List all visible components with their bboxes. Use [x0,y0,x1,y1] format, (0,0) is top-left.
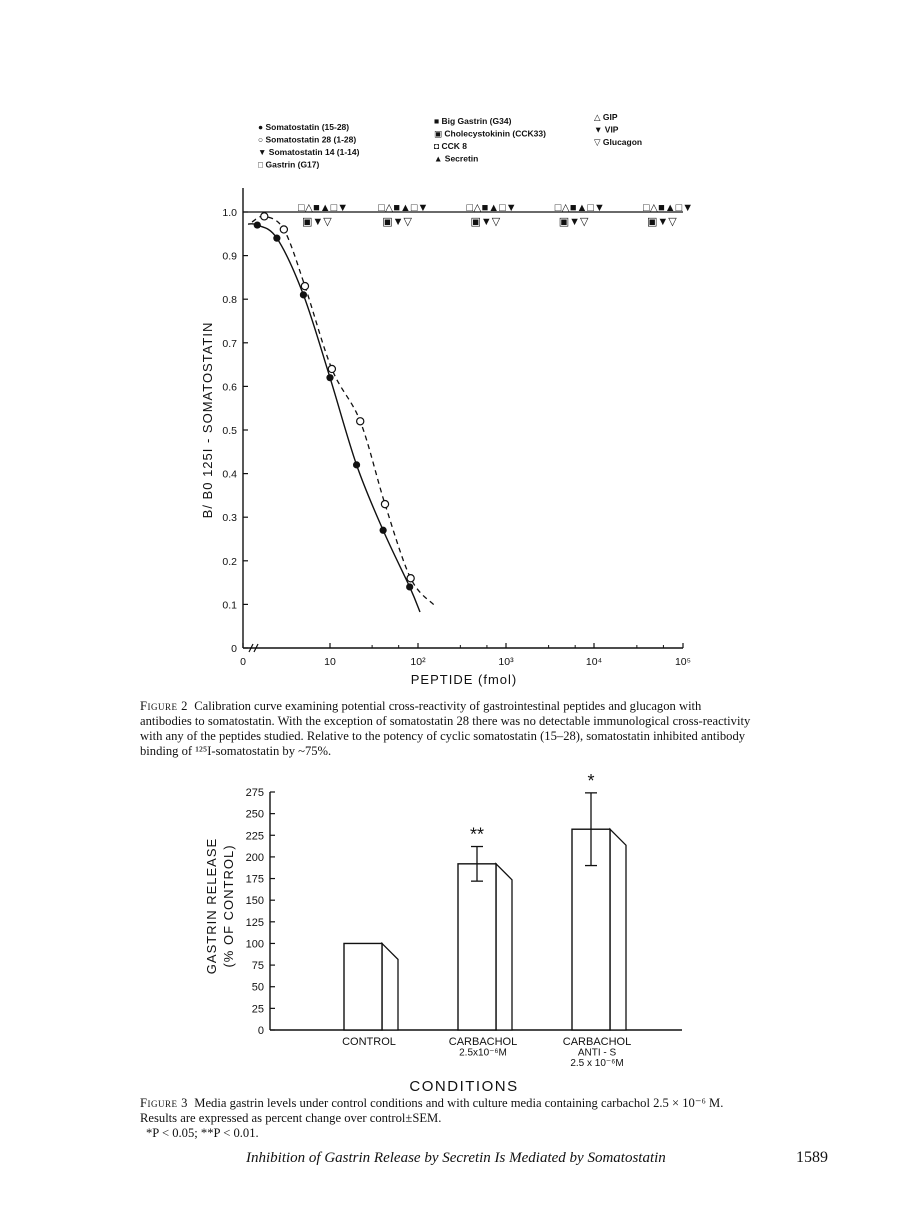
x-tick-label: 10 [324,656,336,668]
figure3-y-tick-label: 225 [245,830,264,843]
data-point-somatostatin-15-28 [406,583,413,590]
significance-marker: ** [469,824,485,845]
category-label: CARBACHOL [448,1036,518,1048]
data-point-somatostatin-28 [301,283,308,290]
legend-symbol: ■ [434,116,442,126]
legend-symbol: □ [258,159,266,170]
y-tick-label: 0.8 [222,294,237,307]
category-label: 2.5x10⁻⁶M [459,1047,507,1059]
figure3-ylabel-line2: (% OF CONTROL) [221,844,236,968]
legend-label: Gastrin (G17) [265,159,320,170]
legend-symbol: ◘ [434,141,442,151]
data-point-somatostatin-15-28 [254,221,261,228]
data-point-somatostatin-15-28 [326,374,333,381]
legend-entry [258,147,360,157]
figure3-caption [140,1096,752,1141]
legend-symbol: ▼ [594,124,605,135]
bar [344,943,382,1030]
peptide-cluster-bottom: ▣▼▽ [470,216,501,228]
legend-label: Somatostatin 28 (1-28) [265,134,357,145]
legend-label: Glucagon [602,137,643,147]
bar-side [610,829,626,1030]
legend-entry [434,116,512,126]
y-tick-label: 0.4 [222,468,237,481]
legend-entry [258,160,320,170]
legend-entry [258,135,356,145]
data-point-somatostatin-15-28 [380,527,387,534]
category-label: 2.5 x 10⁻⁶M [570,1058,624,1069]
figure3-ylabel-line1: GASTRIN RELEASE [204,837,219,975]
y-tick-label: 0.5 [222,425,237,437]
legend-entry [594,137,642,147]
x-tick-label: 0 [240,656,246,668]
category-label: ANTI - S [577,1047,617,1059]
figure2-caption [140,699,752,759]
somatostatin-28-curve [252,216,434,605]
legend-label: Somatostatin 14 (1-14) [268,147,360,157]
data-point-somatostatin-15-28 [300,291,307,298]
legend-symbol: ▣ [434,128,445,139]
peptide-cluster-bottom: ▣▼▽ [302,216,332,228]
legend-entry [594,112,618,122]
figure3-y-tick-label: 150 [245,895,264,908]
x-tick-label: 10² [410,656,426,668]
figure2-caption-label: Figure 2 [140,699,188,713]
legend-label: CCK 8 [441,141,468,151]
significance-marker: * [587,770,595,791]
legend-entry [434,141,467,151]
figure3-y-tick-label: 250 [245,808,264,821]
y-tick-label: 0.6 [222,381,237,394]
legend-label: Big Gastrin (G34) [441,116,512,126]
data-point-somatostatin-28 [280,226,287,233]
y-tick-label: 0 [231,643,237,655]
legend-label: GIP [602,112,618,122]
data-point-somatostatin-28 [381,501,388,508]
legend-label: Somatostatin (15-28) [265,122,350,132]
x-tick-label: 10⁵ [674,656,692,668]
y-tick-label: 0.2 [222,555,237,568]
figure3-y-tick-label: 200 [245,851,264,864]
peptide-cluster-top: □△■▲□▼ [643,202,694,214]
legend-label: Cholecystokinin (CCK33) [444,128,546,139]
legend-symbol: ▽ [594,137,603,147]
figure3-y-tick-label: 175 [245,873,264,886]
y-tick-label: 0.1 [222,599,237,612]
figure3-chart [0,760,898,1110]
category-label: CARBACHOL [562,1036,632,1048]
x-tick-label: 10³ [498,656,514,668]
figure3-y-tick-label: 125 [245,916,264,929]
data-point-somatostatin-28 [407,575,414,582]
data-point-somatostatin-28 [328,365,335,372]
peptide-cluster-bottom: ▣▼▽ [558,216,589,228]
figure3-y-tick-label: 275 [245,787,264,799]
peptide-cluster-top: □△■▲□▼ [554,202,605,214]
figure3-y-tick-label: 25 [251,1003,264,1016]
legend-symbol: ▼ [258,147,269,157]
y-tick-label: 1.0 [222,207,237,219]
legend-entry [434,154,478,164]
figure3-caption-text: Media gastrin levels under control conditions and with culture media containing carbachol 2.5 × 10⁻⁶ M. Results are expressed as percent change over control±SEM. [140,1096,724,1125]
legend-label: Secretin [444,153,479,164]
y-tick-label: 0.7 [222,337,237,350]
peptide-cluster-top: □△■▲□▼ [378,202,429,214]
data-point-somatostatin-15-28 [353,461,360,468]
legend-symbol: ● [258,122,266,132]
peptide-cluster-top: □△■▲□▼ [466,202,517,214]
legend-label: VIP [604,124,619,135]
figure2-xlabel: PEPTIDE (fmol) [410,672,518,687]
x-tick-label: 10⁴ [585,656,603,668]
legend-symbol: ▲ [434,153,445,164]
page-number: 1589 [796,1149,828,1166]
legend-entry [258,122,349,132]
peptide-cluster-bottom: ▣▼▽ [647,216,677,228]
figure2-caption-text: Calibration curve examining potential cross-reactivity of gastrointestinal peptides and glucagon with antibodies to somatostatin. With the exception of somatostatin 28 there was no detectable immunological cross-reactivity with any of the peptides studied. Relative to the potency of cyclic somatostatin (15–28), somatostatin inhibited antibody binding of ¹²⁵I-somatostatin by ~75%. [140,699,751,758]
legend-entry [434,129,546,139]
figure3-xlabel: CONDITIONS [409,1078,519,1095]
bar-side [496,864,512,1030]
figure3-y-tick-label: 75 [251,960,264,973]
legend-symbol: △ [594,112,603,122]
peptide-cluster-bottom: ▣▼▽ [382,216,412,228]
figure3-y-tick-label: 50 [251,981,264,994]
y-tick-label: 0.9 [222,250,237,263]
figure3-y-tick-label: 0 [257,1025,264,1037]
bar [458,864,496,1030]
y-tick-label: 0.3 [222,512,237,525]
running-title: Inhibition of Gastrin Release by Secretin Is Mediated by Somatostatin [246,1150,666,1166]
somatostatin-15-28-curve [248,224,420,612]
legend-entry [594,125,619,135]
data-point-somatostatin-28 [261,213,268,220]
peptide-cluster-top: □△■▲□▼ [298,202,349,214]
category-label: CONTROL [342,1036,396,1048]
data-point-somatostatin-15-28 [273,235,280,242]
figure2-ylabel: B/ B0 125I - SOMATOSTATIN [200,321,215,519]
data-point-somatostatin-28 [357,418,364,425]
figure3-caption-label: Figure 3 [140,1096,188,1110]
figure3-caption-note: *P < 0.05; **P < 0.01. [146,1126,259,1140]
figure2-legend [258,112,642,170]
figure3-y-tick-label: 100 [245,938,264,951]
legend-symbol: ○ [258,134,266,145]
bar-side [382,943,398,1030]
